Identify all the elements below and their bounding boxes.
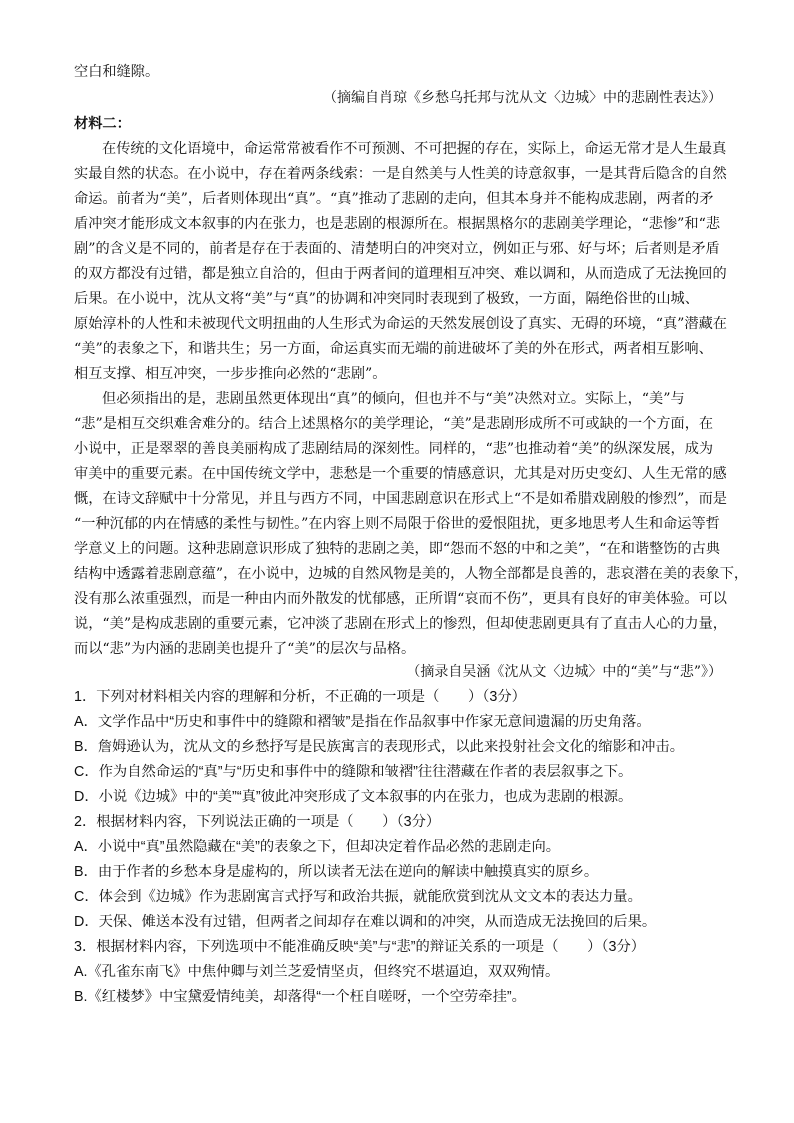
text-line: 结构中透露着悲剧意蕴”，在小说中，边城的自然风物是美的，人物全部都是良善的，悲哀潜在美的表象下， <box>74 566 749 582</box>
text-line: “美”的表象之下，和谐共生；另一方面，命运真实而无端的前进破坏了美的外在形式，两者相互影响、 <box>74 341 713 357</box>
option-b: B．詹姆逊认为，沈从文的乡愁抒写是民族寓言的表现形式，以此来投射社会文化的缩影和冲击。 <box>74 739 685 755</box>
text-line: 而以“悲”为内涵的悲剧美也提升了“美”的层次与品格。 <box>74 641 416 657</box>
text-line: 小说中，正是翠翠的善良美丽构成了悲剧结局的深刻性。同样的，“悲”也推动着“美”的纵深发展，成为 <box>74 441 714 457</box>
text-line: “一种沉郁的内在情感的柔性与韧性。”在内容上则不局限于俗世的爱恨阻扰，更多地思考人生和命运等哲 <box>74 516 720 532</box>
text-line: 但必须指出的是，悲剧虽然更体现出“真”的倾向，但也并不与“美”决然对立。实际上，“美”与 <box>102 391 685 407</box>
text-line: 学意义上的问题。这种悲剧意识形成了独特的悲剧之美，即“怨而不怒的中和之美”，“在和谐整饬的古典 <box>74 541 721 557</box>
material1-tail-line: 空白和缝隙。 <box>74 64 160 80</box>
option-c: C．体会到《边城》作为悲剧寓言式抒写和政治共振，就能欣赏到沈从文文本的表达力量。 <box>74 889 642 905</box>
option-a: A．文学作品中“历史和事件中的缝隙和褶皱”是指在作品叙事中作家无意间遗漏的历史角落。 <box>74 714 651 730</box>
material2-source: （摘录自吴涵《沈从文〈边城〉中的“美”与“悲”》） <box>406 664 722 680</box>
text-line: 剧”的含义是不同的，前者是存在于表面的、清楚明白的冲突对立，例如正与邪、好与坏；后者则是矛盾 <box>74 241 720 257</box>
question-stem: 3．根据材料内容，下列选项中不能准确反映“美”与“悲”的辩证关系的一项是（ ）（3分） <box>74 939 646 955</box>
text-line: 实最自然的状态。在小说中，存在着两条线索：一是自然美与人性美的诗意叙事，一是其背后隐含的自然 <box>74 166 727 182</box>
text-line: 在传统的文化语境中，命运常常被看作不可预测、不可把握的存在，实际上，命运无常才是人生最真 <box>102 141 727 157</box>
text-line: 原始淳朴的人性和未被现代文明扭曲的人生形式为命运的天然发展创设了真实、无碍的环境，“真”潜藏在 <box>74 316 727 332</box>
material2-heading: 材料二： <box>74 116 131 132</box>
question-stem: 2．根据材料内容，下列说法正确的一项是（ ）（3分） <box>74 814 441 830</box>
text-line: 的双方都没有过错，都是独立自洽的，但由于两者间的道理相互冲突、难以调和，从而造成了无法挽回的 <box>74 266 727 282</box>
text-line: 后果。在小说中，沈从文将“美”与“真”的协调和冲突同时表现到了极致，一方面，隔绝俗世的山城、 <box>74 291 699 307</box>
option-c: C．作为自然命运的“真”与“历史和事件中的缝隙和皱褶”往往潜藏在作者的表层叙事之下。 <box>74 764 633 780</box>
question-stem: 1．下列对材料相关内容的理解和分析，不正确的一项是（ ）（3分） <box>74 689 526 705</box>
text-line: 盾冲突才能形成文本叙事的内在张力，也是悲剧的根源所在。根据黑格尔的悲剧美学理论，“悲惨”和“悲 <box>74 216 721 232</box>
text-line: 审美中的重要元素。在中国传统文学中，悲愁是一个重要的情感意识，尤其是对历史变幻、人生无常的感 <box>74 466 727 482</box>
option-b: B.《红楼梦》中宝黛爱情纯美，却落得“一个枉自嗟呀，一个空劳牵挂”。 <box>74 989 526 1005</box>
option-d: D．小说《边城》中的“美”“真”彼此冲突形成了文本叙事的内在张力，也成为悲剧的根源。 <box>74 789 633 805</box>
text-line: 没有那么浓重强烈，而是一种由内而外散发的忧郁感，正所谓“哀而不伤”，更具有良好的审美体验。可以 <box>74 591 727 607</box>
text-line: “悲”是相互交织难舍难分的。结合上述黑格尔的美学理论，“美”是悲剧形成所不可或缺的一个方面，在 <box>74 416 714 432</box>
material1-source: （摘编自肖琼《乡愁乌托邦与沈从文〈边城〉中的悲剧性表达》） <box>323 90 722 106</box>
text-line: 说，“美”是构成悲剧的重要元素，它冲淡了悲剧在形式上的惨烈，但却使悲剧更具有了直击人心的力量， <box>74 616 727 632</box>
option-b: B．由于作者的乡愁本身是虚构的，所以读者无法在逆向的解读中触摸真实的原乡。 <box>74 864 599 880</box>
text-line: 慨，在诗文辞赋中十分常见，并且与西方不同，中国悲剧意识在形式上“不是如希腊戏剧般的惨烈”，而是 <box>74 491 727 507</box>
option-a: A.《孔雀东南飞》中焦仲卿与刘兰芝爱情坚贞，但终究不堪逼迫，双双殉情。 <box>74 964 560 980</box>
option-d: D．天保、傩送本没有过错，但两者之间却存在难以调和的冲突，从而造成无法挽回的后果。 <box>74 914 657 930</box>
option-a: A．小说中“真”虽然隐藏在“美”的表象之下，但却决定着作品必然的悲剧走向。 <box>74 839 561 855</box>
text-line: 命运。前者为“美”，后者则体现出“真”。“真”推动了悲剧的走向，但其本身并不能构成悲剧，两者的矛 <box>74 191 714 207</box>
text-line: 相互支撑、相互冲突，一步步推向必然的“悲剧”。 <box>74 366 387 382</box>
